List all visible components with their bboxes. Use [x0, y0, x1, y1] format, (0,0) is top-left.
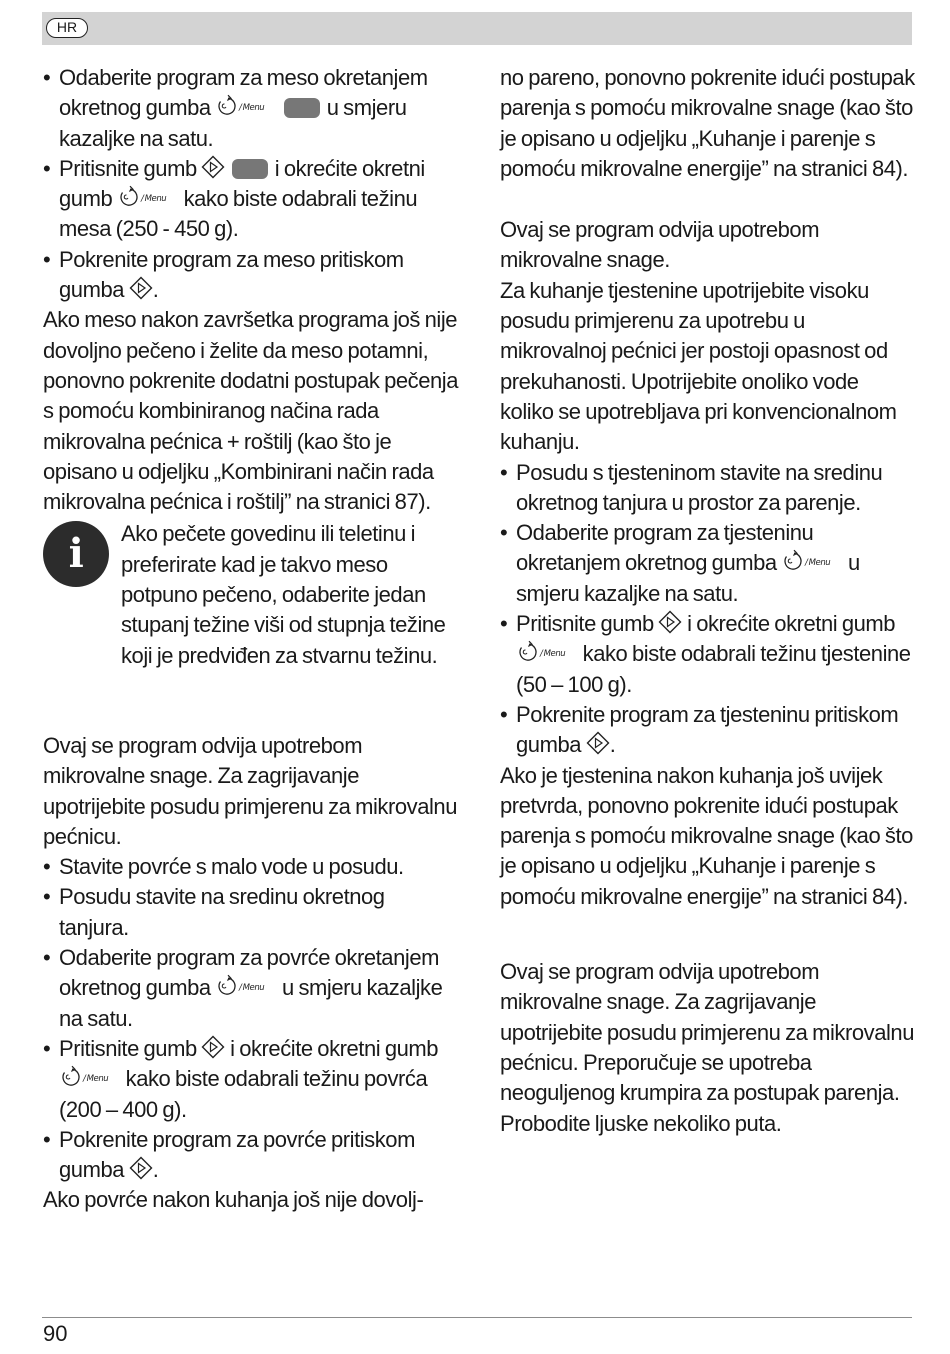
paragraph: Ovaj se program odvija upotrebom mikrovalne snage.: [500, 217, 820, 273]
list-item: • Pritisnite gumb i okrećite okretni gumb / Menu kako biste odabrali težinu povrća (200 – 400 g).: [43, 1035, 439, 1122]
info-icon: i: [43, 521, 109, 587]
paragraph: Ovaj se program odvija upotrebom mikrovalne snage. Za zagrijavanje upotrijebite posudu primjerenu za mikrovalnu pećnicu.: [43, 732, 457, 849]
paragraph: no pareno, ponovno pokrenite idući postupak parenja s pomoću mikrovalne snage (kao što je opisano u odjeljku „Kuhanje i parenje s pomoću mikrovalne energije” na stranici 84).: [500, 65, 915, 181]
list-item-text: Pritisnite gumb: [59, 155, 197, 181]
list-item: • Odaberite program za meso okretanjem okretnog gumba / Menu u smjeru kazaljke na satu.: [43, 65, 428, 151]
paragraph: Ovaj se program odvija upotrebom mikrovalne snage. Za zagrijavanje upotrijebite posudu primjerenu za mikrovalnu pećnicu. Preporučuje se upotreba neoguljenog krumpira za postupak parenja. Probodite ljuske nekoliko puta.: [500, 959, 914, 1136]
dial-menu-icon: [59, 1065, 121, 1089]
list-item-text: u smjeru kazaljke na satu.: [59, 95, 407, 151]
list-item-text: Pokrenite program za tjesteninu pritiskom gumba: [516, 701, 899, 758]
list-item: • Stavite povrće s malo vode u posudu.: [43, 852, 458, 882]
list-item-text: i okrećite okretni gumb: [59, 155, 425, 212]
list-item-text: Stavite povrće s malo vode u posudu.: [59, 854, 404, 880]
svg-text:/ Menu: / Menu: [83, 1074, 109, 1085]
list-item-text: Odaberite program za meso okretanjem okretnog gumba: [59, 65, 428, 121]
list-item: • Pokrenite program za povrće pritiskom gumba .: [43, 1126, 415, 1183]
svg-text:/ Menu: / Menu: [239, 983, 265, 994]
list-item: • Pokrenite program za meso pritiskom gumba .: [43, 246, 404, 303]
list-item-text: Pokrenite program za meso pritiskom gumba: [59, 246, 404, 303]
list-item-text: kako biste odabrali težinu povrća (200 – 400 g).: [59, 1066, 428, 1122]
list-item-text: .: [152, 277, 159, 303]
dial-menu-icon: [117, 185, 179, 209]
list-item: • Pritisnite gumb i okrećite okretni gumb / Menu kako biste odabrali težinu tjestenine (50 – 100 g).: [500, 611, 911, 697]
footer-divider: [42, 1317, 912, 1318]
right-column: [500, 63, 915, 1139]
start-button-icon: [201, 1035, 225, 1059]
info-note: [43, 519, 458, 670]
list-item-text: Posudu s tjesteninom stavite na sredinu okretnog tanjura u prostor za parenje.: [516, 459, 883, 515]
list-item-text: Pokrenite program za povrće pritiskom gumba: [59, 1126, 415, 1183]
list-item: • Pokrenite program za tjesteninu pritiskom gumba .: [500, 701, 899, 758]
start-button-icon: [129, 1156, 153, 1180]
paragraph: Za kuhanje tjestenine upotrijebite visoku posudu primjerenu za upotrebu u mikrovalnoj pećnici jer postoji opasnost od prekuhanosti. Upotrijebite onoliko vode koliko se upotrebljava pri konvencionalnom kuhanju.: [500, 277, 897, 455]
list-item-text: u smjeru kazaljke na satu.: [59, 975, 443, 1031]
list-item: • Posudu s tjesteninom stavite na sredinu okretnog tanjura u prostor za parenje.: [500, 458, 915, 519]
info-note-text: Ako pečete govedinu ili teletinu i preferirate kad je takvo meso potpuno pečeno, odaberite jedan stupanj težine viši od stupnja težine koji je predviđen za stvarnu težinu.: [121, 521, 446, 668]
start-button-icon: [129, 276, 153, 300]
gray-button-icon: [232, 159, 268, 179]
paragraph: Ako je tjestenina nakon kuhanja još uvijek pretvrda, ponovno pokrenite idući postupak parenja s pomoću mikrovalne snage (kao što je opisano u odjeljku „Kuhanje i parenje s pomoću mikrovalne energije” na stranici 84).: [500, 762, 913, 909]
list-item-text: kako biste odabrali težinu tjestenine (50 – 100 g).: [516, 641, 911, 697]
header-bar: [42, 12, 912, 45]
list-item-text: .: [609, 732, 616, 758]
dial-menu-icon: [516, 640, 578, 664]
svg-text:/ Menu: / Menu: [540, 649, 566, 660]
list-item-text: i okrećite okretni gumb: [687, 611, 896, 637]
svg-text:/ Menu: / Menu: [140, 194, 167, 205]
left-column: [43, 63, 458, 1216]
start-button-icon: [586, 731, 610, 755]
list-item: • Odaberite program za povrće okretanjem okretnog gumba / Menu u smjeru kazaljke na satu.: [43, 945, 443, 1031]
list-item-text: Pritisnite gumb: [516, 611, 654, 637]
paragraph: Ako povrće nakon kuhanja još nije dovolj-: [43, 1187, 424, 1213]
list-item-text: Odaberite program za povrće okretanjem okretnog gumba: [59, 945, 439, 1001]
paragraph: Ako meso nakon završetka programa još nije dovoljno pečeno i želite da meso potamni, ponovno pokrenite dodatni postupak pečenja s pomoću kombiniranog načina rada mikrovalna pećnica + roštilj (kao što je opisano u odjeljku „Kombinirani način rada mikrovalna pećnica i roštilj” na stranici 87).: [43, 307, 458, 515]
gray-button-icon: [284, 98, 320, 118]
list-item: • Posudu stavite na sredinu okretnog tanjura.: [43, 882, 458, 943]
language-badge: HR: [46, 18, 88, 38]
dial-menu-icon: [781, 549, 843, 573]
list-item-text: Pritisnite gumb: [59, 1035, 197, 1061]
svg-text:/ Menu: / Menu: [805, 558, 831, 569]
list-item: • Odaberite program za tjesteninu okretanjem okretnog gumba / Menu u smjeru kazaljke na satu.: [500, 520, 860, 606]
list-item: • Pritisnite gumb i okrećite okretni gumb / Menu kako biste odabrali težinu mesa (250 - 450 g).: [43, 155, 425, 242]
dial-menu-icon: [215, 94, 277, 118]
list-item-text: i okrećite okretni gumb: [230, 1035, 439, 1061]
page-number: 90: [43, 1321, 68, 1346]
svg-text:/ Menu: / Menu: [239, 103, 265, 114]
list-item-text: kako biste odabrali težinu mesa (250 - 450 g).: [59, 186, 418, 242]
dial-menu-icon: [215, 974, 277, 998]
start-button-icon: [658, 610, 682, 634]
list-item-text: Posudu stavite na sredinu okretnog tanjura.: [59, 884, 385, 940]
start-button-icon: [201, 155, 225, 179]
list-item-text: Odaberite program za tjesteninu okretanjem okretnog gumba: [516, 520, 814, 576]
list-item-text: .: [152, 1157, 159, 1183]
list-item-text: u smjeru kazaljke na satu.: [516, 550, 860, 606]
